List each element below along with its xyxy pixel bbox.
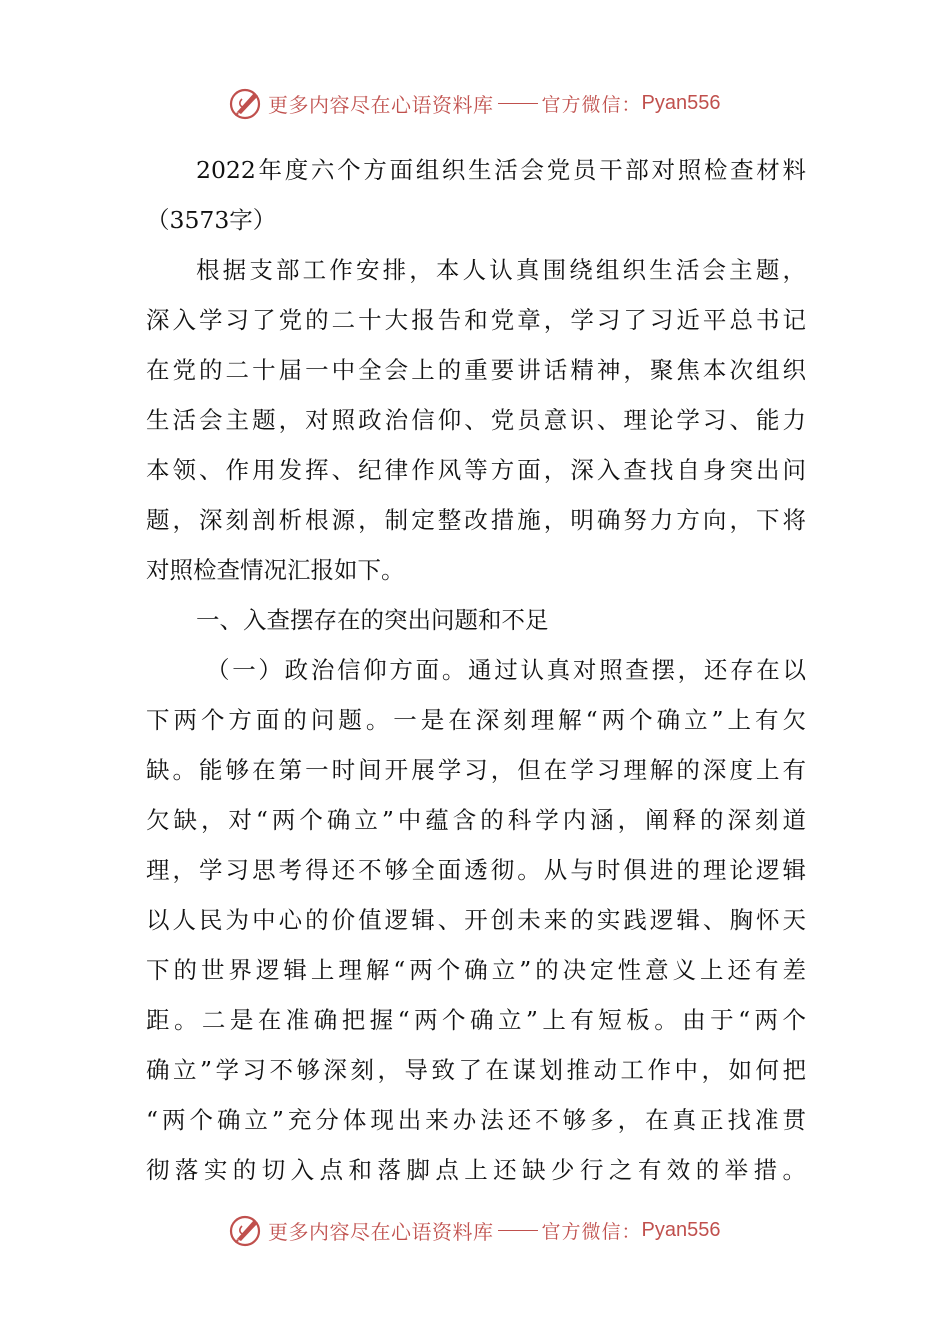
pen-circle-logo-icon — [228, 1212, 264, 1248]
intro-line: 生活会主题，对照政治信仰、党员意识、理论学习、能力 — [146, 406, 806, 434]
section-line: 下两个方面的问题。一是在深刻理解“两个确立”上有欠 — [146, 706, 806, 734]
section-line: 以人民为中心的价值逻辑、开创未来的实践逻辑、胸怀天 — [146, 906, 806, 934]
section-line: 距。二是在准确把握“两个确立”上有短板。由于“两个 — [146, 1006, 806, 1034]
intro-line: 对照检查情况汇报如下。 — [146, 556, 405, 584]
watermark-wechat-label: 官方微信： — [541, 1220, 642, 1243]
section-heading: 一、入查摆存在的突出问题和不足 — [196, 606, 549, 634]
watermark-dash — [498, 103, 538, 104]
watermark-brand-text: 更多内容尽在心语资料库 — [268, 92, 494, 117]
document-body — [146, 145, 806, 1195]
footer-watermark — [228, 1210, 720, 1250]
section-line: 下的世界逻辑上理解“两个确立”的决定性意义上还有差 — [146, 956, 806, 984]
section-line: 欠缺，对“两个确立”中蕴含的科学内涵，阐释的深刻道 — [146, 806, 806, 834]
watermark-brand-text: 更多内容尽在心语资料库 — [268, 1219, 494, 1244]
section-line: “两个确立”充分体现出来办法还不够多，在真正找准贯 — [146, 1106, 806, 1134]
header-watermark — [228, 83, 720, 123]
section-line: 缺。能够在第一时间开展学习，但在学习理解的深度上有 — [146, 756, 806, 784]
section-line: （一）政治信仰方面。通过认真对照查摆，还存在以 — [206, 656, 806, 684]
watermark-wechat-id: Pyan556 — [641, 1218, 721, 1241]
section-line: 理，学习思考得还不够全面透彻。从与时俱进的理论逻辑 — [146, 856, 806, 884]
section-line: 彻落实的切入点和落脚点上还缺少行之有效的举措。 — [146, 1156, 806, 1184]
document-title-line-2: （3573字） — [146, 206, 277, 234]
intro-line: 在党的二十届一中全会上的重要讲话精神，聚焦本次组织 — [146, 356, 806, 384]
intro-line: 根据支部工作安排，本人认真围绕组织生活会主题， — [196, 256, 806, 284]
intro-line: 深入学习了党的二十大报告和党章，学习了习近平总书记 — [146, 306, 806, 334]
section-line: 确立”学习不够深刻，导致了在谋划推动工作中，如何把 — [146, 1056, 806, 1084]
document-title-line-1: 2022年度六个方面组织生活会党员干部对照检查材料 — [196, 156, 806, 184]
watermark-wechat-label: 官方微信： — [541, 93, 642, 116]
watermark-dash — [498, 1230, 538, 1231]
intro-line: 题，深刻剖析根源，制定整改措施，明确努力方向，下将 — [146, 506, 806, 534]
intro-line: 本领、作用发挥、纪律作风等方面，深入查找自身突出问 — [146, 456, 806, 484]
pen-circle-logo-icon — [228, 85, 264, 121]
watermark-wechat-id: Pyan556 — [641, 91, 721, 114]
